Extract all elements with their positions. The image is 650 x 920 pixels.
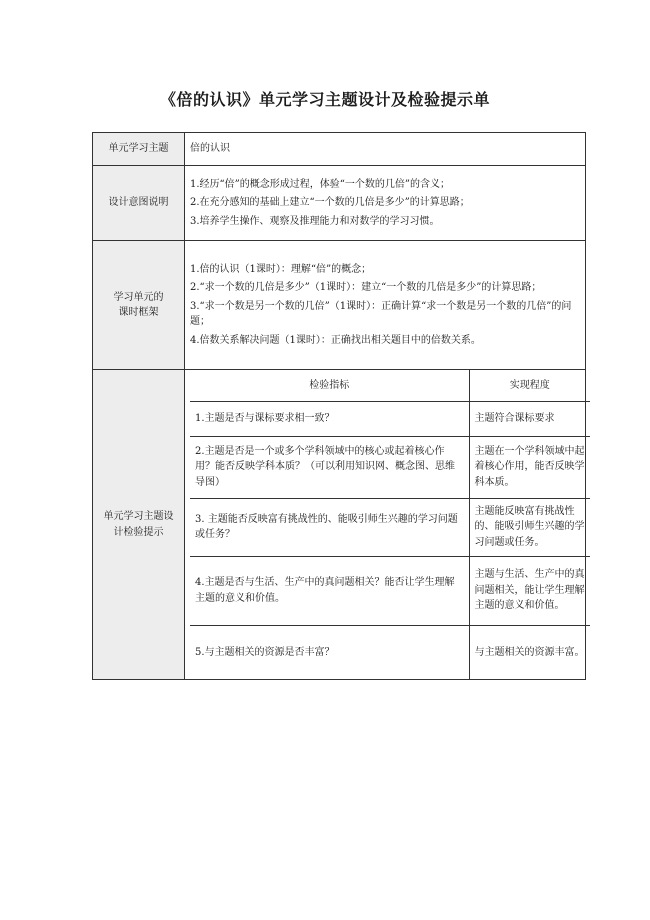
check-item-row <box>190 625 590 679</box>
framework-content <box>185 241 586 370</box>
achievement-column-header: 实现程度 <box>469 370 590 401</box>
framework-label <box>93 241 185 370</box>
check-label <box>93 370 185 680</box>
framework-item: 3.“求一个数是另一个数的几倍”（1课时）：正确计算“求一个数是另一个数的几倍”的问题； <box>190 300 572 328</box>
check-item-row <box>190 556 590 625</box>
indicator-column-header: 检验指标 <box>190 370 469 401</box>
check-item-row <box>190 401 590 436</box>
framework-row <box>93 241 586 370</box>
topic-value: 倍的认识 <box>185 133 586 166</box>
framework-label-line: 学习单元的 <box>113 291 164 303</box>
framework-label-line: 课时框架 <box>118 307 159 318</box>
achievement-cell: 主题在一个学科领域中起着核心作用，能否反映学科本质。 <box>469 436 590 498</box>
intent-item: 2.在充分感知的基础上建立“一个数的几倍是多少”的计算思路； <box>190 197 470 209</box>
topic-row <box>93 133 586 166</box>
achievement-cell: 主题与生活、生产中的真问题相关，能让学生理解主题的意义和价值。 <box>469 556 590 625</box>
check-label-line: 计检验提示 <box>113 526 164 538</box>
achievement-cell: 主题能反映富有挑战性的、能吸引师生兴趣的学习问题或任务。 <box>469 498 590 556</box>
framework-item: 2.“求一个数的几倍是多少”（1课时）：建立“一个数的几倍是多少”的计算思路； <box>190 282 542 294</box>
intent-item: 1.经历“倍”的概念形成过程，体验“一个数的几倍”的含义； <box>190 178 450 190</box>
indicator-cell: 5.与主题相关的资源是否丰富？ <box>190 625 469 679</box>
check-label-line: 单元学习主题设 <box>103 511 174 522</box>
achievement-cell: 主题符合课标要求 <box>469 401 590 436</box>
document-title: 《倍的认识》单元学习主题设计及检验提示单 <box>159 90 490 109</box>
intent-item: 3.培养学生操作、观察及推理能力和对数学的学习习惯。 <box>190 215 440 227</box>
check-item-row <box>190 498 590 556</box>
framework-item: 1.倍的认识（1课时）：理解“倍”的概念； <box>190 263 372 275</box>
achievement-cell: 与主题相关的资源丰富。 <box>469 625 590 679</box>
intent-label: 设计意图说明 <box>93 166 185 241</box>
intent-row <box>93 166 586 241</box>
check-row <box>93 370 586 680</box>
indicator-cell: 1.主题是否与课标要求相一致？ <box>190 401 469 436</box>
check-item-row <box>190 436 590 498</box>
check-header-row <box>190 370 590 401</box>
topic-label: 单元学习主题 <box>93 133 185 166</box>
intent-content <box>185 166 586 241</box>
indicator-cell: 3. 主题能否反映富有挑战性的、能吸引师生兴趣的学习问题或任务？ <box>190 498 469 556</box>
check-content <box>185 370 586 680</box>
framework-item: 4.倍数关系解决问题（1课时）：正确找出相关题目中的倍数关系。 <box>190 334 481 346</box>
check-table <box>190 370 590 679</box>
indicator-cell: 4.主题是否与生活、生产中的真问题相关？能否让学生理解主题的意义和价值。 <box>190 556 469 625</box>
indicator-cell: 2.主题是否是一个或多个学科领域中的核心或起着核心作用？能否反映学科本质？（可以利用知识网、概念图、思维导图） <box>190 436 469 498</box>
plan-table <box>92 132 586 680</box>
